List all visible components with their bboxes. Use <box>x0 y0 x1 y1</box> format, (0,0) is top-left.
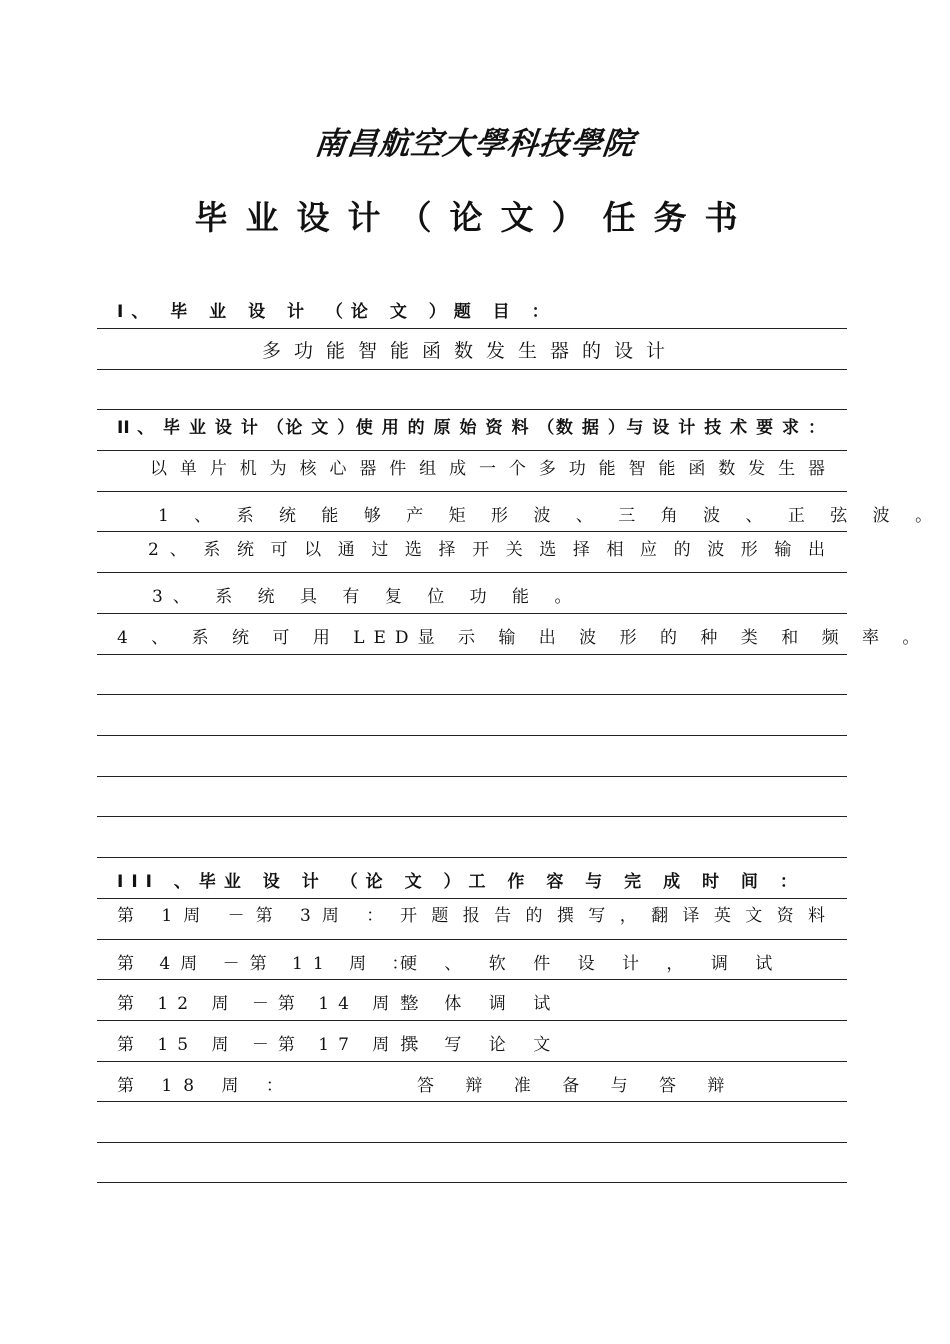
rule <box>97 979 847 980</box>
rule <box>97 816 847 817</box>
rule <box>97 369 847 370</box>
rule <box>97 1020 847 1021</box>
schedule-task: 开 题 报 告 的 撰 写 ， 翻 译 英 文 资 料 <box>400 906 825 926</box>
rule <box>97 1182 847 1183</box>
rule <box>97 409 847 410</box>
rule <box>97 694 847 695</box>
rule <box>97 654 847 655</box>
rule <box>97 1061 847 1062</box>
rule <box>97 939 847 940</box>
section-3-heading: III 、毕业 设 计 （论 文 ）工 作 容 与 完 成 时 间 ： <box>117 872 805 892</box>
rule <box>97 1101 847 1102</box>
requirement-2: 2 、 系 统 可 以 通 过 选 择 开 关 选 择 相 应 的 波 形 输 出 <box>148 540 825 560</box>
rule <box>97 572 847 573</box>
requirement-4: 4 、 系 统 可 用 LED显 示 输 出 波 形 的 种 类 和 频 率 。 <box>117 628 929 648</box>
rule <box>97 613 847 614</box>
rule <box>97 898 847 899</box>
schedule-period: 第 18 周 ： <box>117 1076 294 1096</box>
schedule-task: 硬 、 软 件 设 计 ， 调 试 <box>400 954 784 974</box>
requirement-1: 1 、 系 统 能 够 产 矩 形 波 、 三 角 波 、 正 弦 波 。 <box>158 506 943 526</box>
rule <box>97 450 847 451</box>
document-title: 毕业设计（论文）任务书 <box>194 198 756 237</box>
thesis-topic: 多功能智能函数发生器的设计 <box>262 340 679 362</box>
rule <box>97 531 847 532</box>
school-logo: 南昌航空大學科技學院 <box>312 126 637 162</box>
requirement-intro: 以 单 片 机 为 核 心 器 件 组 成 一 个 多 功 能 智 能 函 数 发 生 器 <box>150 459 825 479</box>
schedule-task: 整 体 调 试 <box>400 994 562 1014</box>
schedule-task: 撰 写 论 文 <box>400 1035 562 1055</box>
section-2-heading: II 、 毕 业 设 计 （论 文 ）使 用 的 原 始 资 料 （数 据 ）与 设 计 技 术 要 求 ： <box>117 418 825 438</box>
schedule-period: 第 4周 －第 11 周 ： <box>117 954 419 974</box>
requirement-3: 3、 系 统 具 有 复 位 功 能 。 <box>152 587 582 607</box>
rule <box>97 857 847 858</box>
rule <box>97 328 847 329</box>
rule <box>97 1142 847 1143</box>
section-1-heading: I、 毕 业 设 计 （论 文 ）题 目 ： <box>117 302 557 322</box>
schedule-period: 第 1周 －第 3周 ： <box>117 906 395 926</box>
rule <box>97 491 847 492</box>
rule <box>97 735 847 736</box>
schedule-period: 第 15 周 －第 17 周 ： <box>117 1035 439 1055</box>
rule <box>97 776 847 777</box>
schedule-task: 答 辩 准 备 与 答 辩 <box>417 1076 738 1096</box>
schedule-period: 第 12 周 －第 14 周 ： <box>117 994 439 1014</box>
